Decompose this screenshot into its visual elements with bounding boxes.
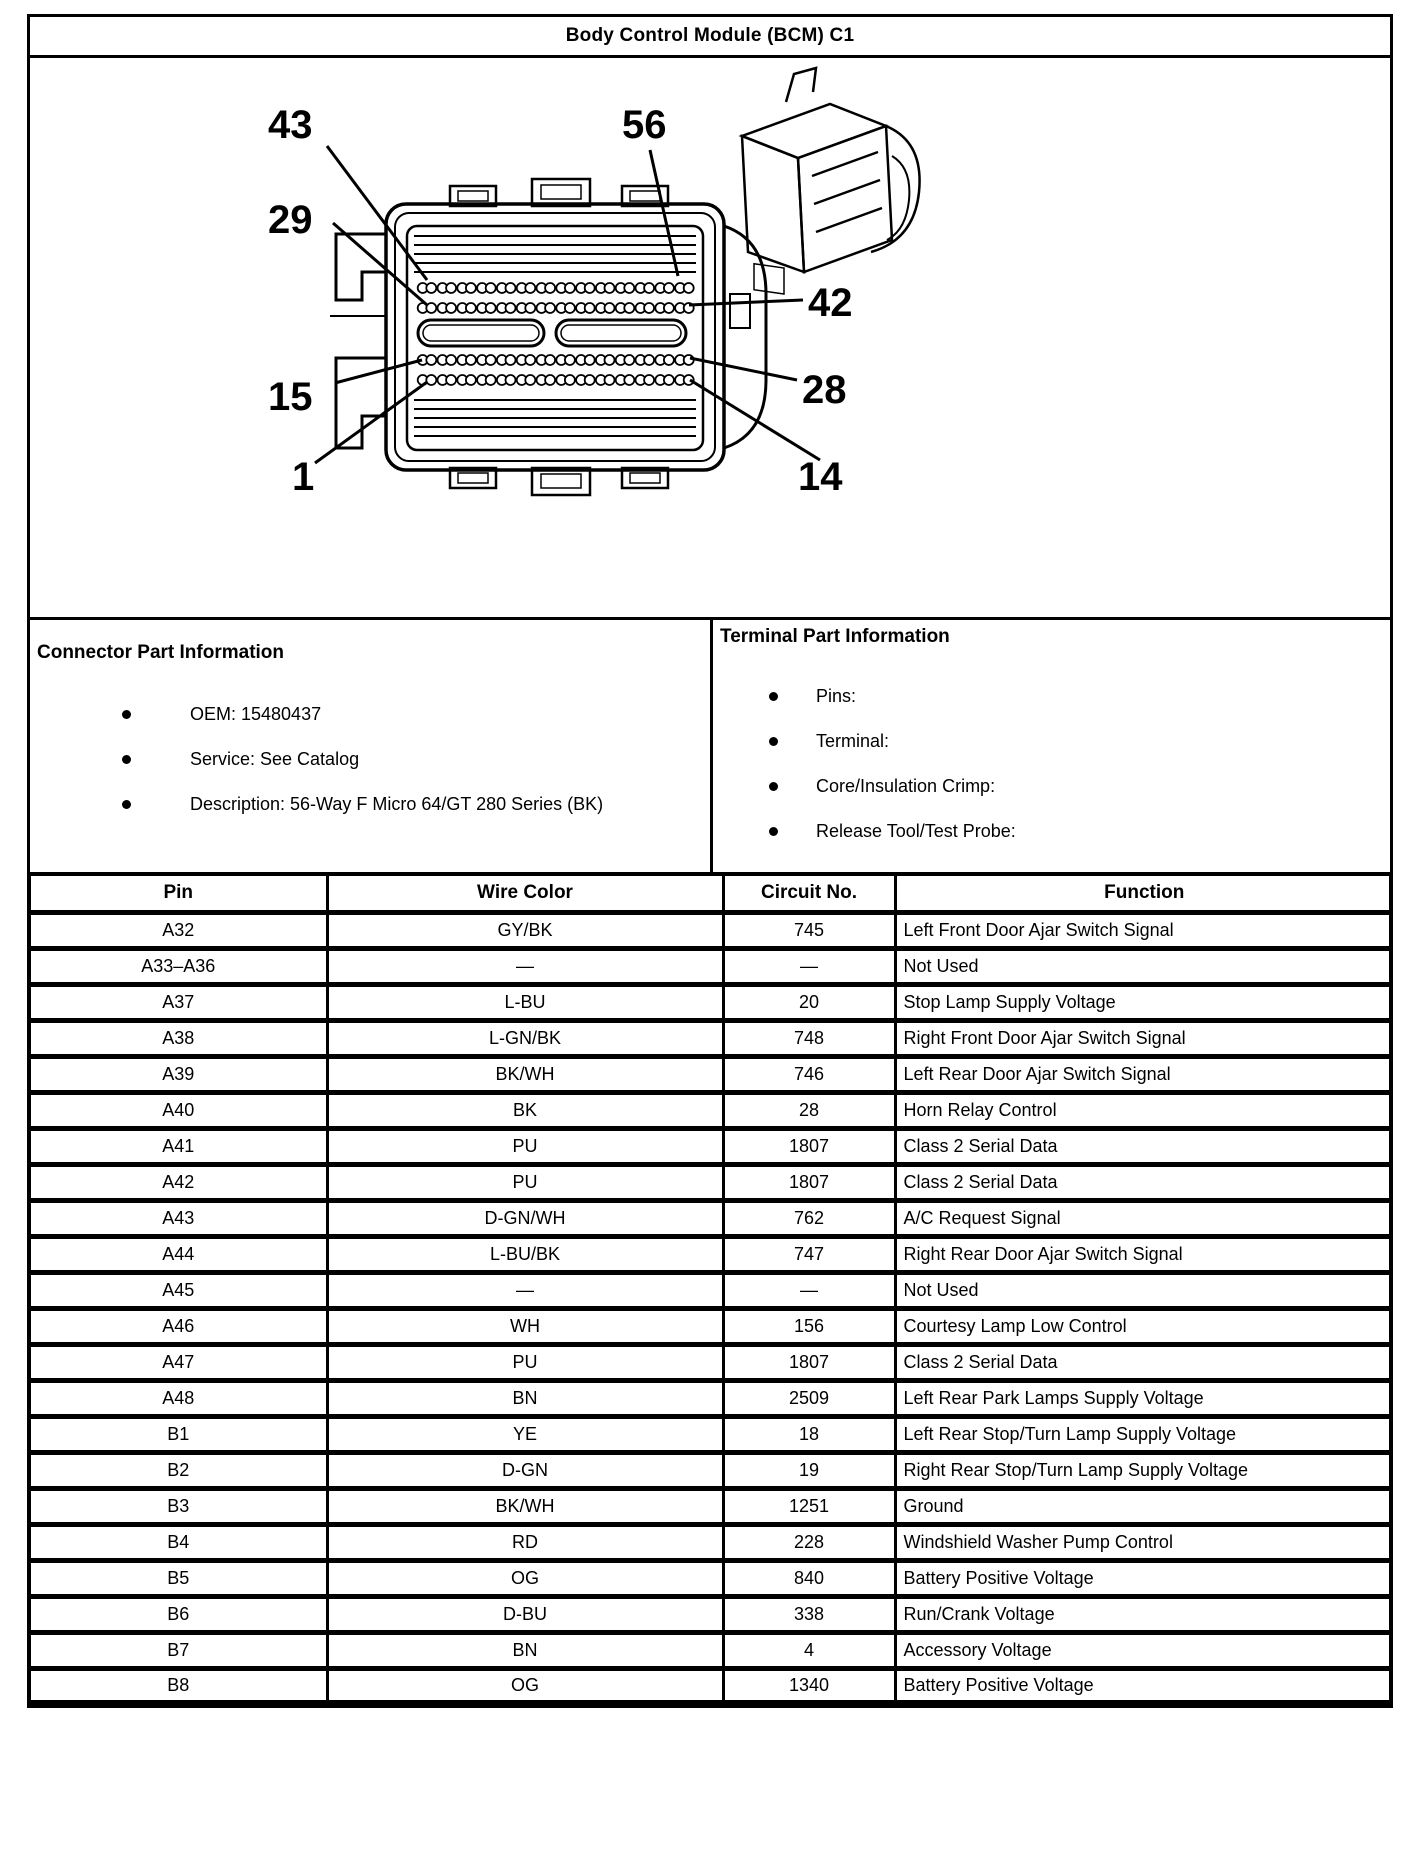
function-cell: Right Rear Stop/Turn Lamp Supply Voltage [895, 1452, 1391, 1488]
page-frame [27, 14, 1393, 1708]
pin-cell: A33–A36 [29, 948, 327, 984]
column-header-pin: Pin [29, 874, 327, 912]
pin-cell: B8 [29, 1668, 327, 1704]
wire-color-cell: — [327, 1272, 723, 1308]
circuit-no-cell: 228 [723, 1524, 895, 1560]
pin-cell: B3 [29, 1488, 327, 1524]
table-row [29, 1200, 1391, 1236]
table-row [29, 948, 1391, 984]
part-information-row [27, 617, 1393, 875]
circuit-no-cell: 745 [723, 912, 895, 948]
list-item: OEM: 15480437 [30, 692, 710, 737]
wire-color-cell: RD [327, 1524, 723, 1560]
key-slot-right [556, 320, 686, 346]
table-row [29, 1272, 1391, 1308]
wire-color-cell: OG [327, 1560, 723, 1596]
function-cell: Run/Crank Voltage [895, 1596, 1391, 1632]
wire-color-cell: D-GN [327, 1452, 723, 1488]
wire-color-cell: BK/WH [327, 1488, 723, 1524]
table-row [29, 1344, 1391, 1380]
circuit-no-cell: 20 [723, 984, 895, 1020]
list-item: Description: 56-Way F Micro 64/GT 280 Series (BK) [30, 782, 710, 827]
callout-29: 29 [268, 198, 313, 242]
table-row [29, 1488, 1391, 1524]
circuit-no-cell: 747 [723, 1236, 895, 1272]
wire-color-cell: L-GN/BK [327, 1020, 723, 1056]
pin-cell: A45 [29, 1272, 327, 1308]
circuit-no-cell: 18 [723, 1416, 895, 1452]
function-cell: Left Rear Park Lamps Supply Voltage [895, 1380, 1391, 1416]
table-row [29, 984, 1391, 1020]
circuit-no-cell: — [723, 1272, 895, 1308]
pin-cell: A40 [29, 1092, 327, 1128]
wire-color-cell: GY/BK [327, 912, 723, 948]
connector-part-information [27, 617, 713, 875]
callout-43: 43 [268, 103, 313, 147]
pin-cell: B7 [29, 1632, 327, 1668]
table-row [29, 1632, 1391, 1668]
table-row [29, 1524, 1391, 1560]
table-row [29, 1164, 1391, 1200]
connector-diagram [27, 55, 1393, 620]
function-cell: Ground [895, 1488, 1391, 1524]
table-row [29, 1236, 1391, 1272]
column-header-wire-color: Wire Color [327, 874, 723, 912]
pin-cell: B6 [29, 1596, 327, 1632]
list-item: Core/Insulation Crimp: [713, 764, 1390, 809]
table-row [29, 1416, 1391, 1452]
pin-cell: A32 [29, 912, 327, 948]
callout-56: 56 [622, 103, 667, 147]
circuit-no-cell: 1340 [723, 1668, 895, 1704]
circuit-no-cell: 338 [723, 1596, 895, 1632]
function-cell: Courtesy Lamp Low Control [895, 1308, 1391, 1344]
pin-cell: A48 [29, 1380, 327, 1416]
circuit-no-cell: 762 [723, 1200, 895, 1236]
table-row [29, 1380, 1391, 1416]
connector-3d-view [742, 68, 920, 294]
table-row [29, 1020, 1391, 1056]
function-cell: Left Rear Stop/Turn Lamp Supply Voltage [895, 1416, 1391, 1452]
function-cell: Windshield Washer Pump Control [895, 1524, 1391, 1560]
wire-color-cell: L-BU/BK [327, 1236, 723, 1272]
list-item: Release Tool/Test Probe: [713, 809, 1390, 854]
connector-part-information-title: Connector Part Information [37, 642, 285, 663]
table-row [29, 1056, 1391, 1092]
circuit-no-cell: 19 [723, 1452, 895, 1488]
function-cell: Class 2 Serial Data [895, 1128, 1391, 1164]
table-row [29, 1596, 1391, 1632]
callout-14: 14 [798, 455, 843, 499]
function-cell: Class 2 Serial Data [895, 1164, 1391, 1200]
list-item: Pins: [713, 674, 1390, 719]
key-slot-left [418, 320, 544, 346]
circuit-no-cell: 748 [723, 1020, 895, 1056]
wire-color-cell: BK/WH [327, 1056, 723, 1092]
list-item: Service: See Catalog [30, 737, 710, 782]
circuit-no-cell: 156 [723, 1308, 895, 1344]
circuit-no-cell: — [723, 948, 895, 984]
pin-cell: A43 [29, 1200, 327, 1236]
wire-color-cell: OG [327, 1668, 723, 1704]
circuit-no-cell: 840 [723, 1560, 895, 1596]
function-cell: Horn Relay Control [895, 1092, 1391, 1128]
callout-15: 15 [268, 375, 313, 419]
table-row [29, 1092, 1391, 1128]
wire-color-cell: BN [327, 1380, 723, 1416]
function-cell: Accessory Voltage [895, 1632, 1391, 1668]
circuit-no-cell: 1807 [723, 1164, 895, 1200]
function-cell: Class 2 Serial Data [895, 1344, 1391, 1380]
wire-color-cell: D-GN/WH [327, 1200, 723, 1236]
pin-cell: B4 [29, 1524, 327, 1560]
function-cell: Left Rear Door Ajar Switch Signal [895, 1056, 1391, 1092]
circuit-no-cell: 28 [723, 1092, 895, 1128]
table-row [29, 1452, 1391, 1488]
terminal-part-information-title: Terminal Part Information [720, 626, 950, 647]
function-cell: Battery Positive Voltage [895, 1560, 1391, 1596]
circuit-no-cell: 746 [723, 1056, 895, 1092]
pin-cell: A44 [29, 1236, 327, 1272]
pin-cell: A37 [29, 984, 327, 1020]
function-cell: Left Front Door Ajar Switch Signal [895, 912, 1391, 948]
circuit-no-cell: 2509 [723, 1380, 895, 1416]
wire-color-cell: L-BU [327, 984, 723, 1020]
pin-cell: A41 [29, 1128, 327, 1164]
callout-28: 28 [802, 368, 847, 412]
pin-cell: A46 [29, 1308, 327, 1344]
circuit-no-cell: 1807 [723, 1344, 895, 1380]
wire-color-cell: YE [327, 1416, 723, 1452]
wire-color-cell: WH [327, 1308, 723, 1344]
column-header-function: Function [895, 874, 1391, 912]
circuit-no-cell: 4 [723, 1632, 895, 1668]
circuit-no-cell: 1251 [723, 1488, 895, 1524]
wire-color-cell: D-BU [327, 1596, 723, 1632]
wire-color-cell: — [327, 948, 723, 984]
circuit-no-cell: 1807 [723, 1128, 895, 1164]
wire-color-cell: PU [327, 1344, 723, 1380]
terminal-part-information [710, 617, 1393, 875]
table-header-row [29, 874, 1391, 912]
table-row [29, 912, 1391, 948]
function-cell: A/C Request Signal [895, 1200, 1391, 1236]
pinout-table [27, 872, 1393, 1708]
connector-diagram-svg [30, 58, 1390, 617]
function-cell: Not Used [895, 1272, 1391, 1308]
table-row [29, 1308, 1391, 1344]
connector-body [330, 179, 766, 495]
connector-part-information-list [30, 692, 710, 827]
pin-cell: B5 [29, 1560, 327, 1596]
column-header-circuit-no: Circuit No. [723, 874, 895, 912]
function-cell: Battery Positive Voltage [895, 1668, 1391, 1704]
page-title: Body Control Module (BCM) C1 [27, 14, 1393, 58]
pin-cell: B1 [29, 1416, 327, 1452]
pin-cell: A38 [29, 1020, 327, 1056]
pin-cell: A47 [29, 1344, 327, 1380]
terminal-part-information-list [713, 674, 1390, 854]
function-cell: Stop Lamp Supply Voltage [895, 984, 1391, 1020]
list-item: Terminal: [713, 719, 1390, 764]
wire-color-cell: BN [327, 1632, 723, 1668]
pin-table-body [29, 912, 1391, 1704]
table-row [29, 1128, 1391, 1164]
wire-color-cell: PU [327, 1164, 723, 1200]
pin-cell: A39 [29, 1056, 327, 1092]
pin-cell: B2 [29, 1452, 327, 1488]
function-cell: Right Rear Door Ajar Switch Signal [895, 1236, 1391, 1272]
table-row [29, 1668, 1391, 1704]
wire-color-cell: BK [327, 1092, 723, 1128]
function-cell: Not Used [895, 948, 1391, 984]
pin-cell: A42 [29, 1164, 327, 1200]
callout-42: 42 [808, 281, 853, 325]
wire-color-cell: PU [327, 1128, 723, 1164]
table-row [29, 1560, 1391, 1596]
function-cell: Right Front Door Ajar Switch Signal [895, 1020, 1391, 1056]
callout-1: 1 [292, 455, 315, 499]
